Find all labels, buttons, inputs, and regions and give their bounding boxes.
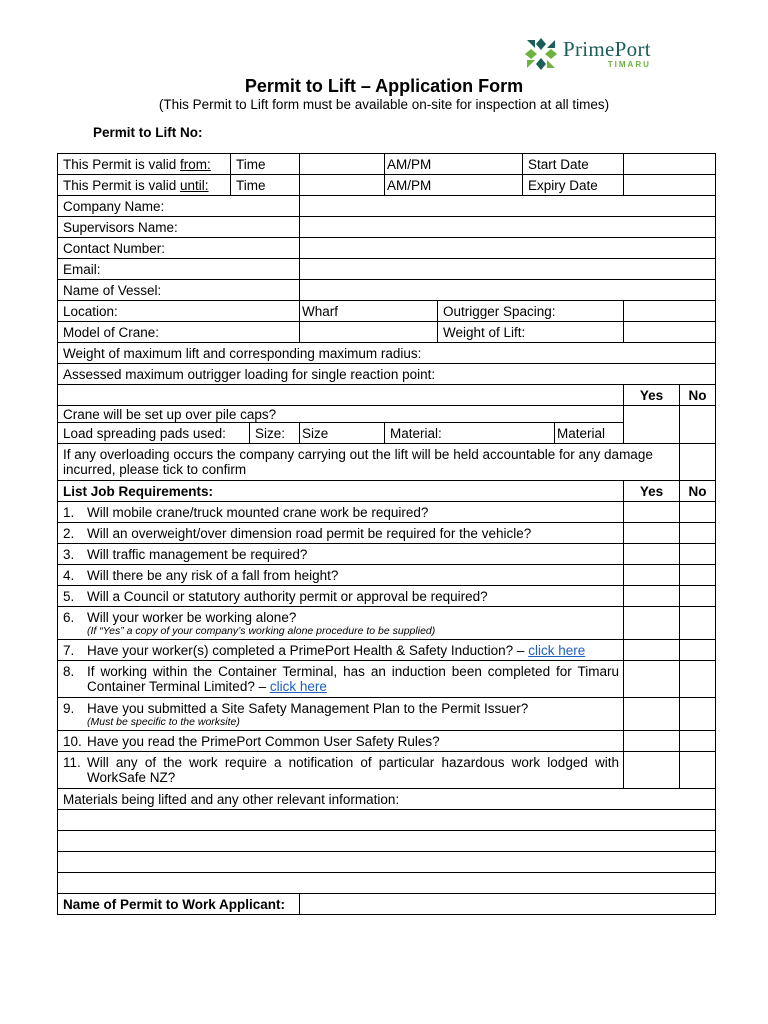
valid-until-label: This Permit is valid until: (58, 175, 231, 196)
materials-input[interactable] (58, 810, 716, 831)
email-label: Email: (58, 259, 300, 280)
material-label: Material: (385, 423, 555, 444)
requirement-text: 4. Will there be any risk of a fall from height? (58, 565, 624, 586)
requirements-header-row (58, 481, 716, 502)
location-label: Location: (58, 301, 300, 322)
applicant-row (58, 894, 716, 915)
requirement-yes-checkbox[interactable] (624, 640, 680, 661)
materials-input[interactable] (58, 873, 716, 894)
contact-row (58, 238, 716, 259)
materials-input[interactable] (58, 831, 716, 852)
permit-number-label: Permit to Lift No: (93, 125, 203, 140)
requirement-text: 10. Have you read the PrimePort Common User Safety Rules? (58, 731, 624, 752)
requirement-text: 2. Will an overweight/over dimension road permit be required for the vehicle? (58, 523, 624, 544)
requirement-note: (If “Yes” a copy of your company’s working alone procedure to be supplied) (87, 624, 436, 637)
yes-header: Yes (624, 385, 680, 406)
crane-model-row (58, 322, 716, 343)
vessel-label: Name of Vessel: (58, 280, 300, 301)
vessel-input[interactable] (300, 280, 716, 301)
requirement-yes-checkbox[interactable] (624, 586, 680, 607)
valid-until-time-input[interactable] (300, 175, 385, 196)
requirement-row (58, 544, 716, 565)
weight-of-lift-label: Weight of Lift: (438, 322, 624, 343)
company-label: Company Name: (58, 196, 300, 217)
outrigger-spacing-label: Outrigger Spacing: (438, 301, 624, 322)
page-title: Permit to Lift – Application Form (244, 76, 524, 96)
requirement-row (58, 698, 716, 731)
requirement-text: 1. Will mobile crane/truck mounted crane work be required? (58, 502, 624, 523)
applicant-input[interactable] (300, 894, 716, 915)
requirement-yes-checkbox[interactable] (624, 661, 680, 698)
requirement-row (58, 502, 716, 523)
requirement-yes-checkbox[interactable] (624, 523, 680, 544)
supervisor-input[interactable] (300, 217, 716, 238)
requirement-no-checkbox[interactable] (680, 523, 716, 544)
overloading-row (58, 444, 716, 481)
logo-subtitle: TIMARU (607, 60, 651, 69)
start-date-input[interactable] (624, 154, 716, 175)
pile-caps-label: Crane will be set up over pile caps? (58, 406, 624, 423)
email-input[interactable] (300, 259, 716, 280)
max-lift-label[interactable]: Weight of maximum lift and corresponding maximum radius: (58, 343, 716, 364)
requirement-yes-checkbox[interactable] (624, 752, 680, 789)
requirement-row (58, 731, 716, 752)
requirement-row (58, 607, 716, 640)
pads-label: Load spreading pads used: (58, 423, 250, 444)
requirement-yes-checkbox[interactable] (624, 502, 680, 523)
materials-input[interactable] (58, 852, 716, 873)
wharf-input[interactable]: Wharf (300, 301, 438, 322)
materials-blank-line (58, 852, 716, 873)
requirement-yes-checkbox[interactable] (624, 731, 680, 752)
requirement-text: 9. Have you submitted a Site Safety Management Plan to the Permit Issuer? (Must be specific to the worksite) (58, 698, 624, 731)
requirement-row (58, 752, 716, 789)
primeport-logo-icon (523, 36, 559, 72)
requirement-text: 5. Will a Council or statutory authority permit or approval be required? (58, 586, 624, 607)
materials-blank-line (58, 873, 716, 894)
requirement-no-checkbox[interactable] (680, 502, 716, 523)
terminal-click-here-link[interactable]: click here (269, 679, 327, 694)
valid-from-label: This Permit is valid from: (58, 154, 231, 175)
company-input[interactable] (300, 196, 716, 217)
valid-until-time-label: Time (231, 175, 300, 196)
requirement-row (58, 661, 716, 698)
start-date-label: Start Date (523, 154, 624, 175)
blank-cell (58, 385, 624, 406)
material-input[interactable]: Material (555, 423, 624, 444)
expiry-date-input[interactable] (624, 175, 716, 196)
requirements-heading: List Job Requirements: (58, 481, 624, 502)
crane-model-label: Model of Crane: (58, 322, 300, 343)
valid-from-ampm: AM/PM (385, 154, 523, 175)
requirement-row (58, 565, 716, 586)
materials-blank-line (58, 831, 716, 852)
vessel-row (58, 280, 716, 301)
no-header: No (680, 385, 716, 406)
size-input[interactable]: Size (300, 423, 385, 444)
requirement-no-checkbox[interactable] (680, 698, 716, 731)
requirement-row (58, 523, 716, 544)
materials-label: Materials being lifted and any other relevant information: (58, 789, 716, 810)
requirement-yes-checkbox[interactable] (624, 544, 680, 565)
requirement-yes-checkbox[interactable] (624, 607, 680, 640)
requirement-text: 6. Will your worker be working alone? (If “Yes” a copy of your company’s working alone procedure to be supplied) (58, 607, 624, 640)
overloading-confirm-label: If any overloading occurs the company carrying out the lift will be held accountable for any damage incurred, please tick to confirm (58, 444, 680, 481)
location-row (58, 301, 716, 322)
requirements-no-header: No (680, 481, 716, 502)
requirement-no-checkbox[interactable] (680, 607, 716, 640)
requirement-yes-checkbox[interactable] (624, 565, 680, 586)
primeport-logo (523, 36, 651, 72)
permit-form-table (57, 153, 716, 915)
requirement-row (58, 586, 716, 607)
requirement-note: (Must be specific to the worksite) (87, 715, 240, 728)
email-row (58, 259, 716, 280)
pile-caps-no-checkbox[interactable] (680, 406, 716, 444)
requirement-no-checkbox[interactable] (680, 661, 716, 698)
valid-until-row (58, 175, 716, 196)
logo-name: PrimePort (563, 37, 651, 61)
outrigger-loading-label[interactable]: Assessed maximum outrigger loading for single reaction point: (58, 364, 716, 385)
requirement-text: 8. If working within the Container Terminal, has an induction been completed for Timaru Container Terminal Limited? – click here (58, 661, 624, 698)
outrigger-spacing-input[interactable] (624, 301, 716, 322)
expiry-date-label: Expiry Date (523, 175, 624, 196)
outrigger-loading-row (58, 364, 716, 385)
induction-click-here-link[interactable]: click here (528, 642, 586, 658)
requirement-no-checkbox[interactable] (680, 640, 716, 661)
requirement-text: 7. Have your worker(s) completed a PrimePort Health & Safety Induction? – click here (58, 640, 624, 661)
materials-row (58, 789, 716, 810)
size-label: Size: (250, 423, 300, 444)
requirements-yes-header: Yes (624, 481, 680, 502)
supervisor-label: Supervisors Name: (58, 217, 300, 238)
crane-model-input[interactable] (300, 322, 438, 343)
contact-input[interactable] (300, 238, 716, 259)
requirement-text: 11. Will any of the work require a notification of particular hazardous work lodged with WorkSafe NZ? (58, 752, 624, 789)
requirement-no-checkbox[interactable] (680, 544, 716, 565)
pile-caps-yes-checkbox[interactable] (624, 406, 680, 444)
page-subtitle: (This Permit to Lift form must be available on-site for inspection at all times) (158, 97, 610, 112)
requirement-text: 3. Will traffic management be required? (58, 544, 624, 565)
valid-from-time-input[interactable] (300, 154, 385, 175)
requirement-no-checkbox[interactable] (680, 731, 716, 752)
valid-until-ampm: AM/PM (385, 175, 523, 196)
requirement-no-checkbox[interactable] (680, 752, 716, 789)
requirement-no-checkbox[interactable] (680, 565, 716, 586)
overloading-confirm-checkbox[interactable] (680, 444, 716, 481)
requirement-yes-checkbox[interactable] (624, 698, 680, 731)
valid-from-time-label: Time (231, 154, 300, 175)
requirement-row (58, 640, 716, 661)
pile-caps-row (58, 406, 716, 423)
weight-of-lift-input[interactable] (624, 322, 716, 343)
supervisor-row (58, 217, 716, 238)
requirement-no-checkbox[interactable] (680, 586, 716, 607)
yes-no-header-row (58, 385, 716, 406)
valid-from-row (58, 154, 716, 175)
materials-blank-line (58, 810, 716, 831)
pads-row (58, 423, 716, 444)
applicant-label: Name of Permit to Work Applicant: (58, 894, 300, 915)
contact-label: Contact Number: (58, 238, 300, 259)
company-row (58, 196, 716, 217)
max-lift-row (58, 343, 716, 364)
